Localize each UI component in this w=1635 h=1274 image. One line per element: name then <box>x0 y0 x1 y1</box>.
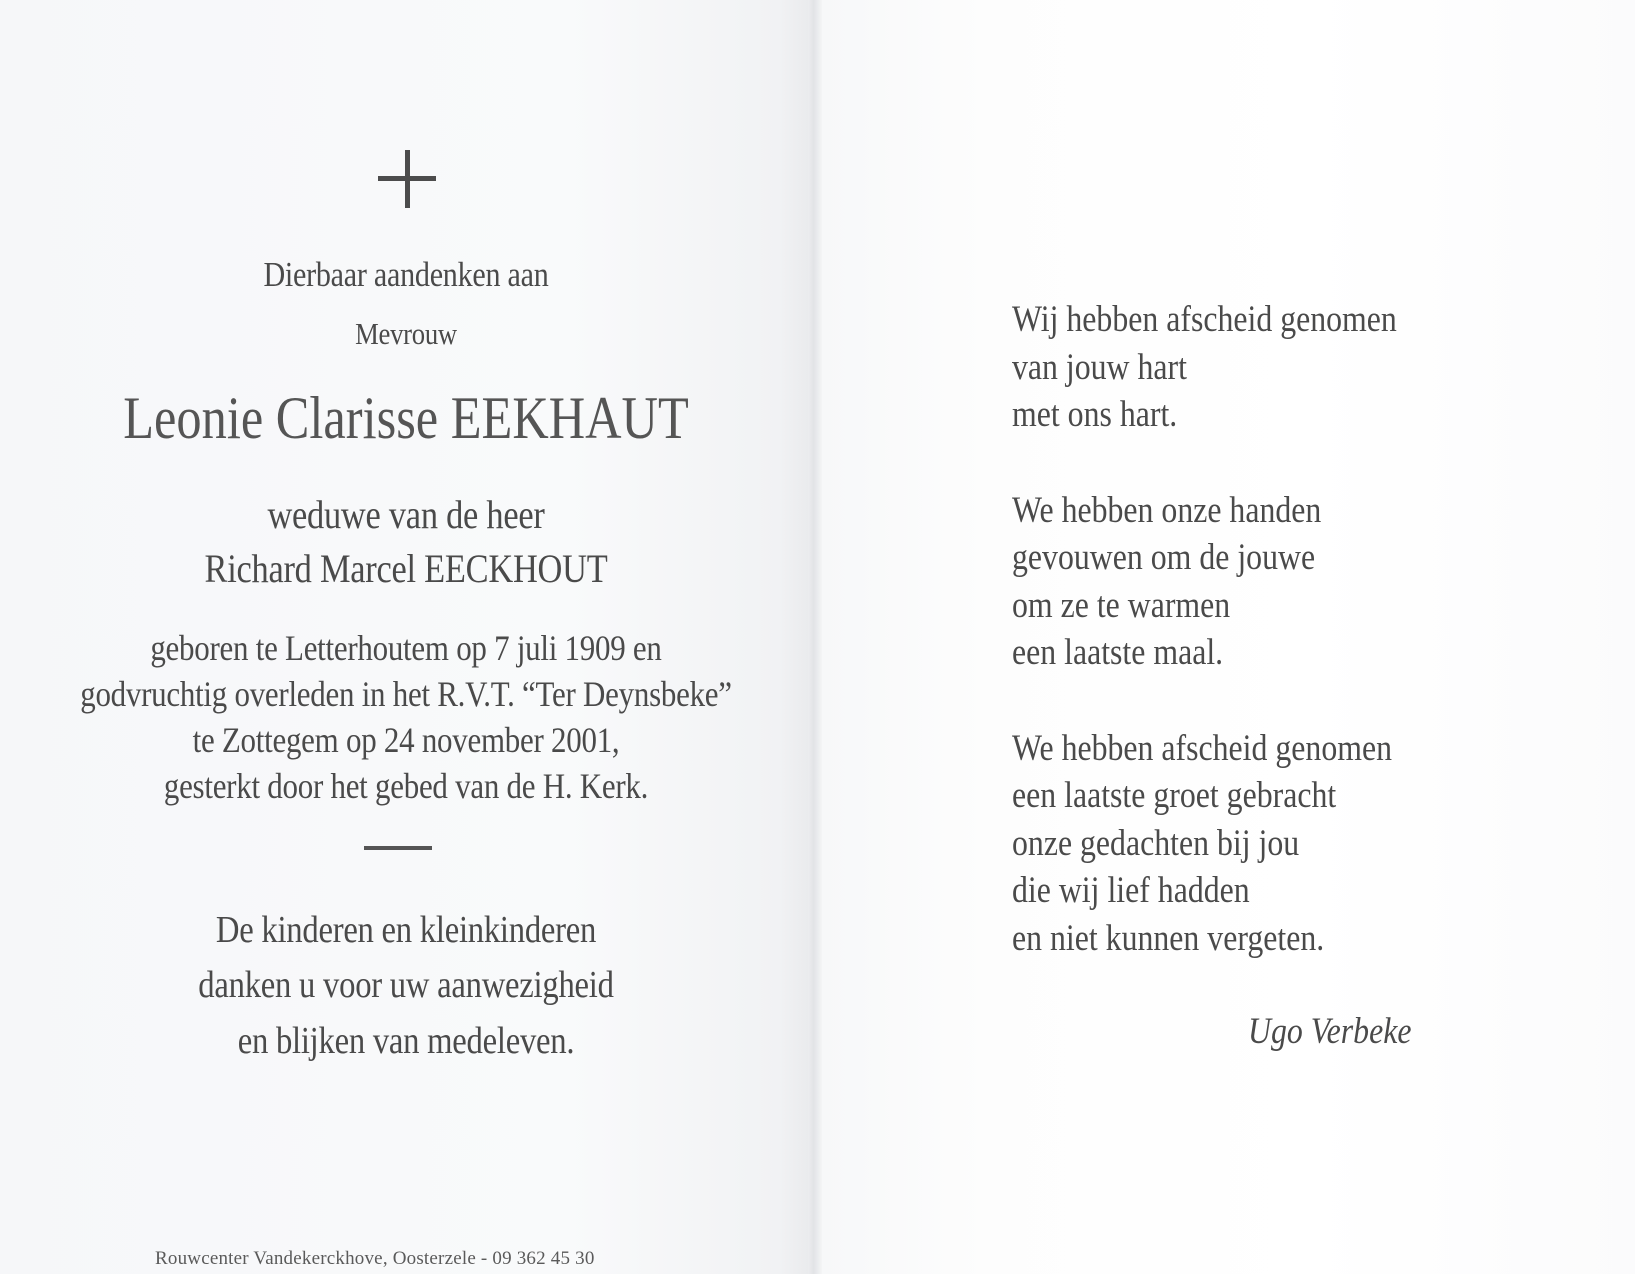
poem-line: We hebben afscheid genomen <box>1012 727 1393 769</box>
biography-line: gesterkt door het gebed van de H. Kerk. <box>163 766 649 806</box>
poem-line: met ons hart. <box>1012 394 1178 435</box>
relation-text: weduwe van de heer <box>267 492 545 537</box>
card-fold <box>808 0 822 1274</box>
poem-line: van jouw hart <box>1012 346 1187 388</box>
thanks-line: danken u voor uw aanwezigheid <box>198 964 614 1006</box>
poem-line: en niet kunnen vergeten. <box>1012 917 1325 959</box>
poem-line: een laatste groet gebracht <box>1012 775 1337 816</box>
poem-stanza <box>1012 296 1460 439</box>
biography-line: godvruchtig overleden in het R.V.T. “Ter Deynsbeke” <box>80 674 732 714</box>
poem-line: onze gedachten bij jou <box>1012 822 1300 864</box>
deceased-name: Leonie Clarisse EEKHAUT <box>123 385 689 451</box>
spouse-name: Richard Marcel EECKHOUT <box>204 546 608 591</box>
thanks-line: De kinderen en kleinkinderen <box>215 909 597 951</box>
poem-line: We hebben onze handen <box>1012 489 1322 531</box>
poem-line: om ze te warmen <box>1012 584 1231 626</box>
poem-author: Ugo Verbeke <box>1248 1011 1412 1052</box>
biography-line: geboren te Letterhoutem op 7 juli 1909 en <box>150 628 662 668</box>
poem-line: een laatste maal. <box>1012 632 1224 673</box>
thanks-line: en blijken van medeleven. <box>237 1020 575 1062</box>
poem-line: Wij hebben afscheid genomen <box>1012 299 1397 340</box>
poem-stanza <box>1012 487 1460 677</box>
left-panel <box>0 0 812 1274</box>
cross-icon <box>378 150 436 208</box>
poem-line: die wij lief hadden <box>1012 870 1250 911</box>
title-text: Mevrouw <box>355 316 457 351</box>
biography-line: te Zottegem op 24 november 2001, <box>192 720 620 760</box>
intro-text: Dierbaar aandenken aan <box>263 255 549 294</box>
poem-line: gevouwen om de jouwe <box>1012 537 1316 578</box>
poem <box>1012 296 1460 962</box>
printer-credit: Rouwcenter Vandekerckhove, Oosterzele - 09 362 45 30 <box>155 1248 595 1269</box>
divider <box>364 846 432 850</box>
poem-stanza <box>1012 725 1460 963</box>
